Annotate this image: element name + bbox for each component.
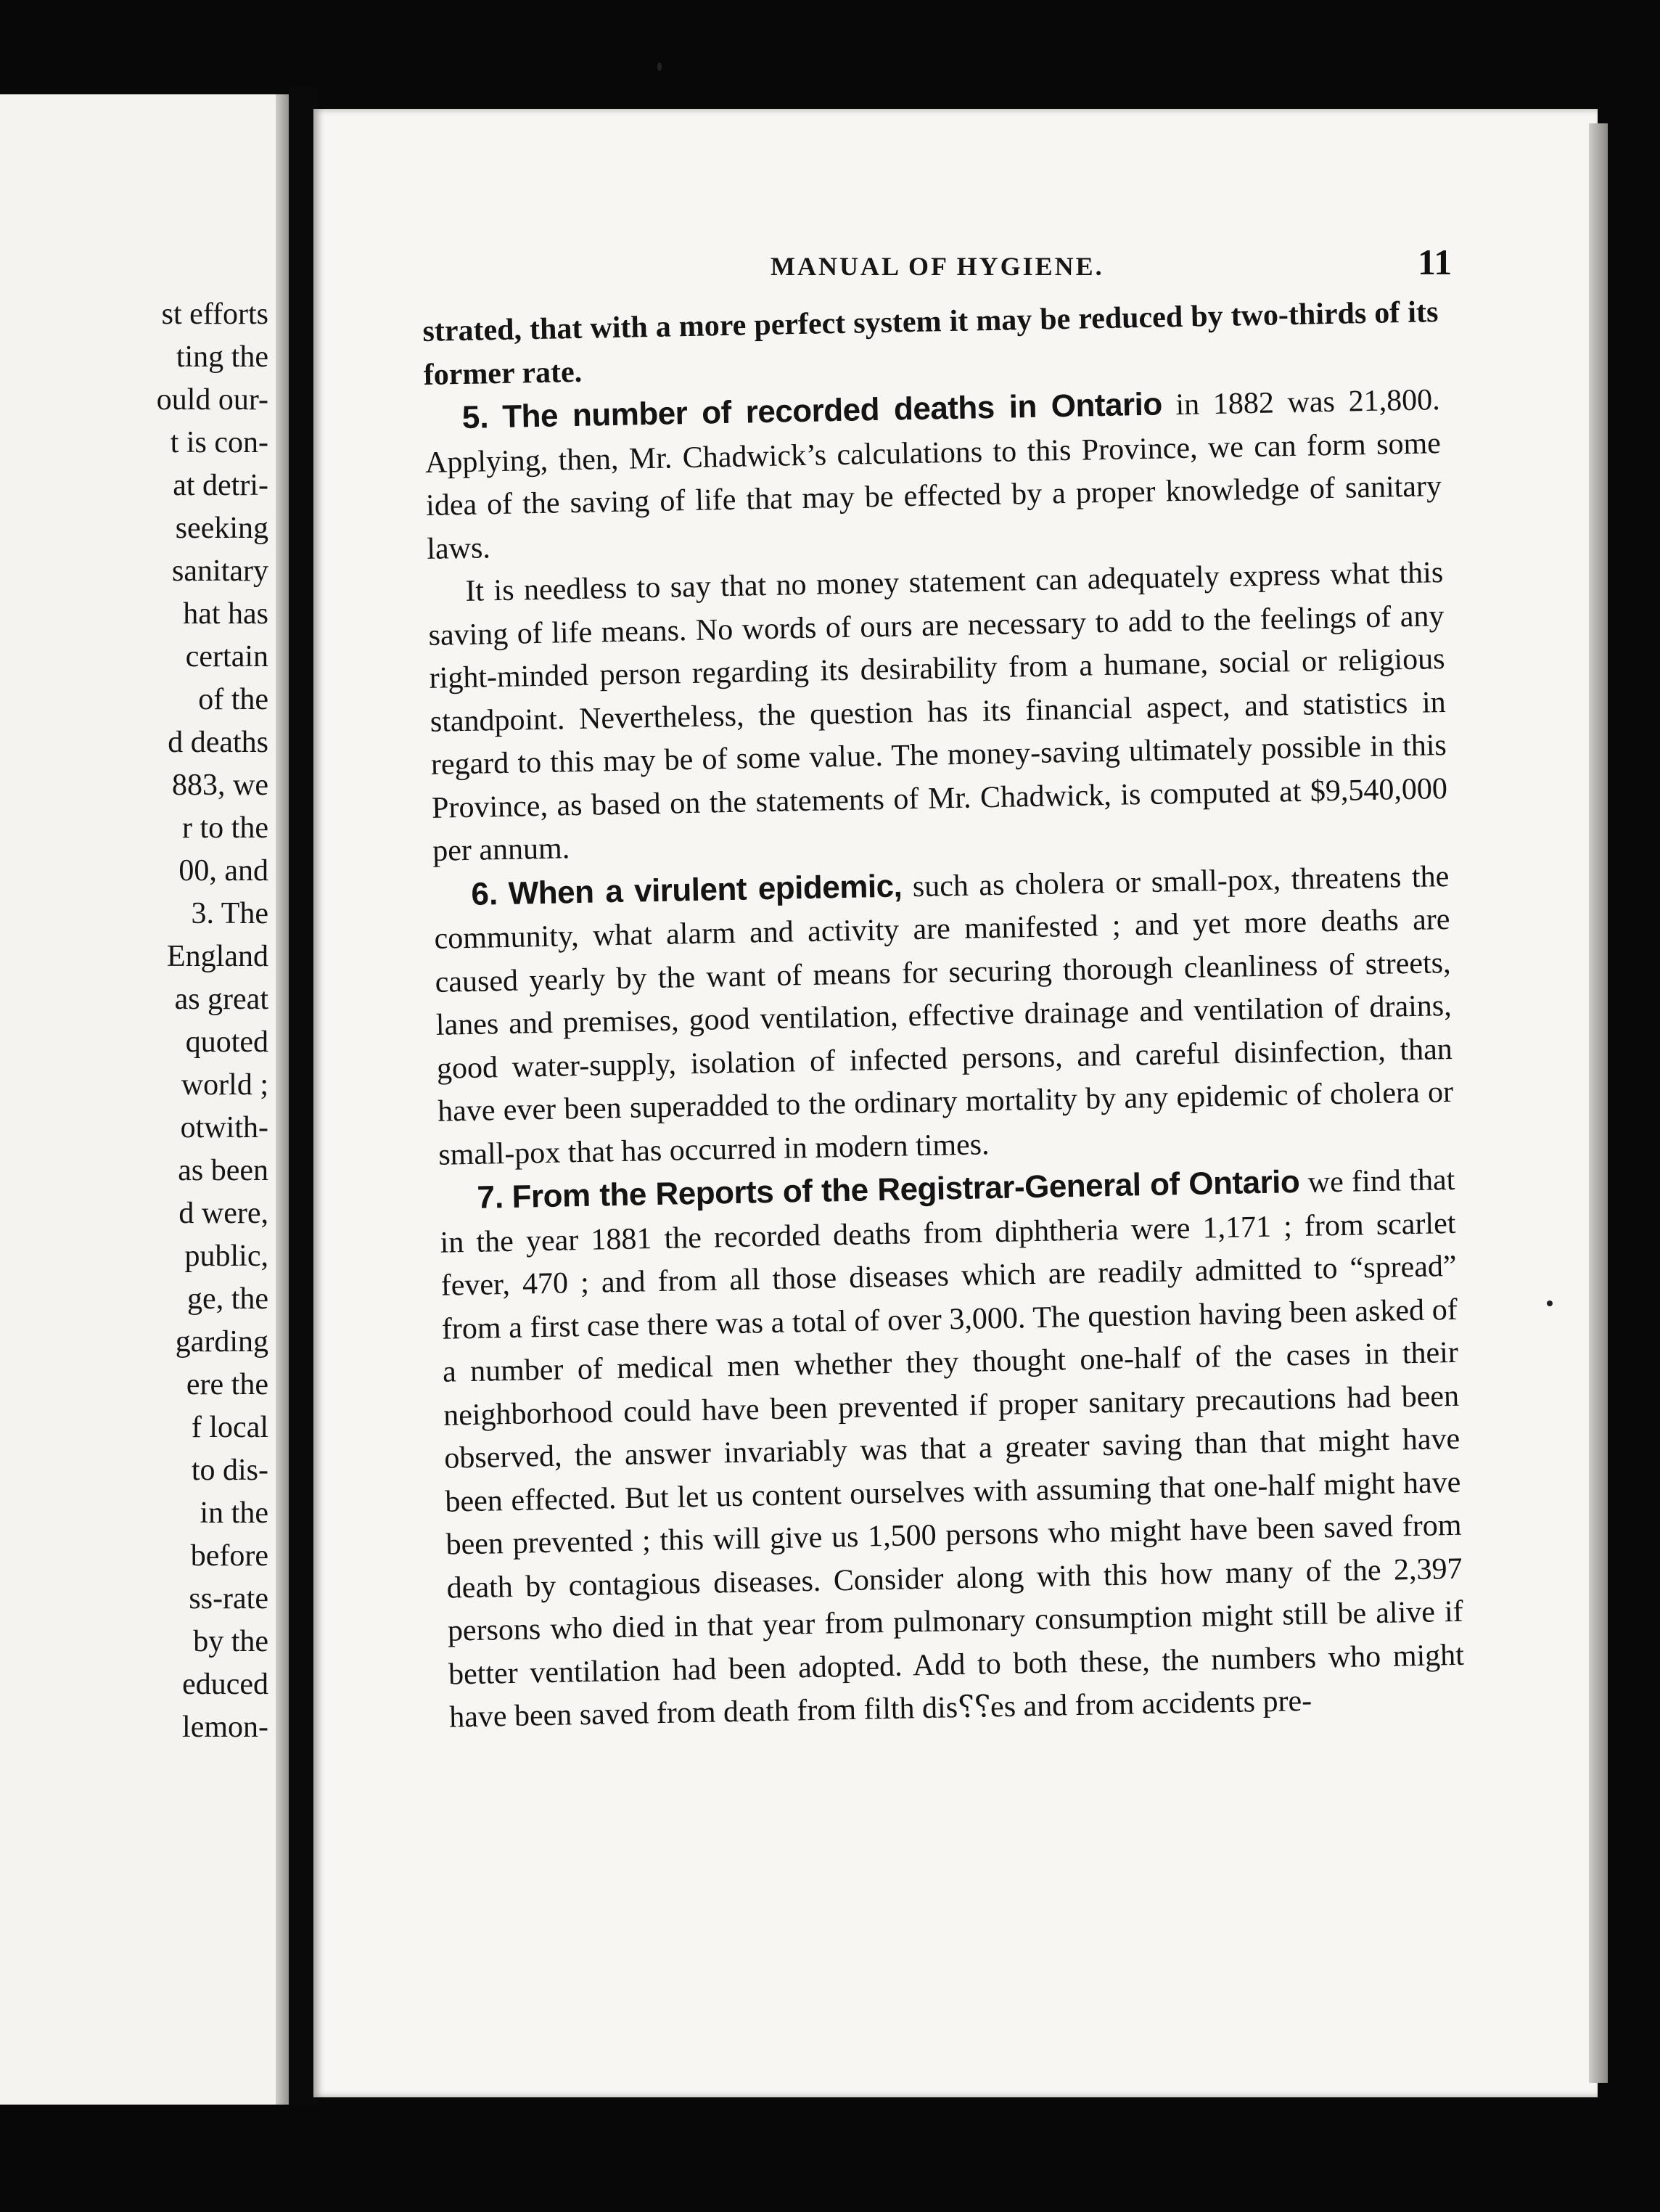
previous-page-line: 883, we	[172, 769, 268, 802]
paragraph-6	[433, 853, 1455, 1176]
previous-page-line: before	[190, 1539, 268, 1573]
page	[313, 109, 1598, 2097]
previous-page-line: as been	[178, 1154, 268, 1187]
previous-page-line: lemon-	[182, 1711, 268, 1744]
paragraph-7	[439, 1158, 1466, 1740]
previous-page-line: world ;	[181, 1068, 268, 1102]
previous-page-line: as great	[174, 983, 268, 1016]
previous-page-line: t is con-	[170, 426, 268, 459]
previous-page-line: ge, the	[187, 1282, 268, 1316]
previous-page	[0, 94, 297, 2105]
previous-page-line: r to the	[182, 811, 268, 845]
previous-page-line: garding	[175, 1325, 268, 1359]
scan-speck	[1547, 1300, 1553, 1306]
previous-page-line: d were,	[178, 1197, 268, 1230]
previous-page-line: in the	[200, 1496, 268, 1530]
page-number: 11	[1418, 242, 1452, 282]
body-text	[422, 291, 1466, 1740]
previous-page-line: st efforts	[161, 298, 268, 331]
previous-page-line: by the	[193, 1625, 268, 1658]
previous-page-line: ould our-	[156, 383, 268, 417]
paragraph-7-number: 7.	[477, 1179, 504, 1216]
previous-page-text	[0, 293, 268, 1749]
previous-page-line: ting the	[176, 340, 268, 374]
previous-page-line: sanitary	[172, 554, 268, 588]
previous-page-line: of the	[198, 683, 268, 716]
previous-page-line: ss-rate	[189, 1582, 268, 1615]
paragraph-6-text: such as cholera or small-pox, threatens the community, what alarm and activity are manifested ; and yet more deaths are caused yearly by the want of means for securing thorough cleanliness of streets, lanes and premises, good ventilation, effective drainage and ventilation of drains, good water-supply, isolation of infected persons, and careful disinfection, than have ever been superadded to the ordinary mortality by any epidemic of cholera or small-pox that has occurred in modern times.	[434, 859, 1454, 1172]
running-title: MANUAL OF HYGIENE.	[771, 252, 1104, 281]
paragraph-5-heading: The number of recorded deaths in Ontario	[501, 386, 1163, 435]
previous-page-line: hat has	[183, 597, 268, 631]
paragraph-5-number: 5.	[461, 399, 490, 435]
previous-page-line: certain	[185, 640, 268, 673]
page-edge	[1589, 123, 1608, 2083]
previous-page-line: seeking	[175, 512, 268, 545]
previous-page-line: at detri-	[173, 469, 268, 502]
paragraph-6-heading: When a virulent epidemic,	[508, 867, 903, 912]
previous-page-line: public,	[184, 1240, 268, 1273]
previous-page-line: to dis-	[191, 1454, 268, 1487]
paragraph-7-heading: From the Reports of the Registrar-General of Ontario	[511, 1164, 1300, 1215]
paragraph-5	[424, 377, 1442, 571]
paragraph-5b: It is needless to say that no money statement can adequately express what this saving of life means. No words of ours are necessary to add to the feelings of any right-minded person regarding its desirability from a humane, social or religious standpoint. Nevertheless, the question has its financial aspect, and statistics in regard to this may be of some value. The money-saving ultimately possible in this Province, as based on the statements of Mr. Chadwick, is computed at $9,540,000 per annum.	[428, 556, 1448, 868]
previous-page-line: d deaths	[168, 726, 268, 759]
previous-page-line: ere the	[186, 1368, 268, 1401]
previous-page-line: f local	[191, 1411, 268, 1444]
previous-page-line: otwith-	[180, 1111, 268, 1144]
paragraph-6-number: 6.	[470, 875, 498, 912]
previous-page-line: educed	[182, 1668, 268, 1701]
paragraph-5-text: in 1882 was 21,800. Applying, then, Mr. Chadwick’s calculations to this Province, we can form some idea of the saving of life that may be effected by a proper knowledge of sanitary laws.	[424, 383, 1442, 566]
previous-page-line: England	[167, 940, 268, 973]
previous-page-line: quoted	[185, 1025, 268, 1059]
paragraph-continued-text: strated, that with a more perfect system it may be reduced by two-thirds of its former rate.	[422, 295, 1439, 392]
scan-speck	[657, 62, 662, 71]
previous-page-line: 3. The	[191, 897, 268, 930]
paragraph-7-text: we find that in the year 1881 the recorded deaths from diphtheria were 1,171 ; from scarlet fever, 470 ; and from all those diseases which are readily admitted to “spread” from a first case there was a total of over 3,000. The question having been asked of a number of medical men whether they thought one-half of the cases in their neighborhood could have been prevented if proper sanitary precautions had been observed, the answer invariably was that a greater saving than that might have been effected. But let us content ourselves with assuming that one-half might have been prevented ; this will give us 1,500 persons who might have been saved from death by contagious diseases. Consider along with this how many of the 2,397 persons who died in that year from pulmonary consumption might still be alive if better ventilation had been adopted. Add to both these, the numbers who might have been saved from death from filth dis⸮⸮es and from accidents pre-	[440, 1163, 1465, 1734]
previous-page-line: 00, and	[178, 854, 268, 888]
